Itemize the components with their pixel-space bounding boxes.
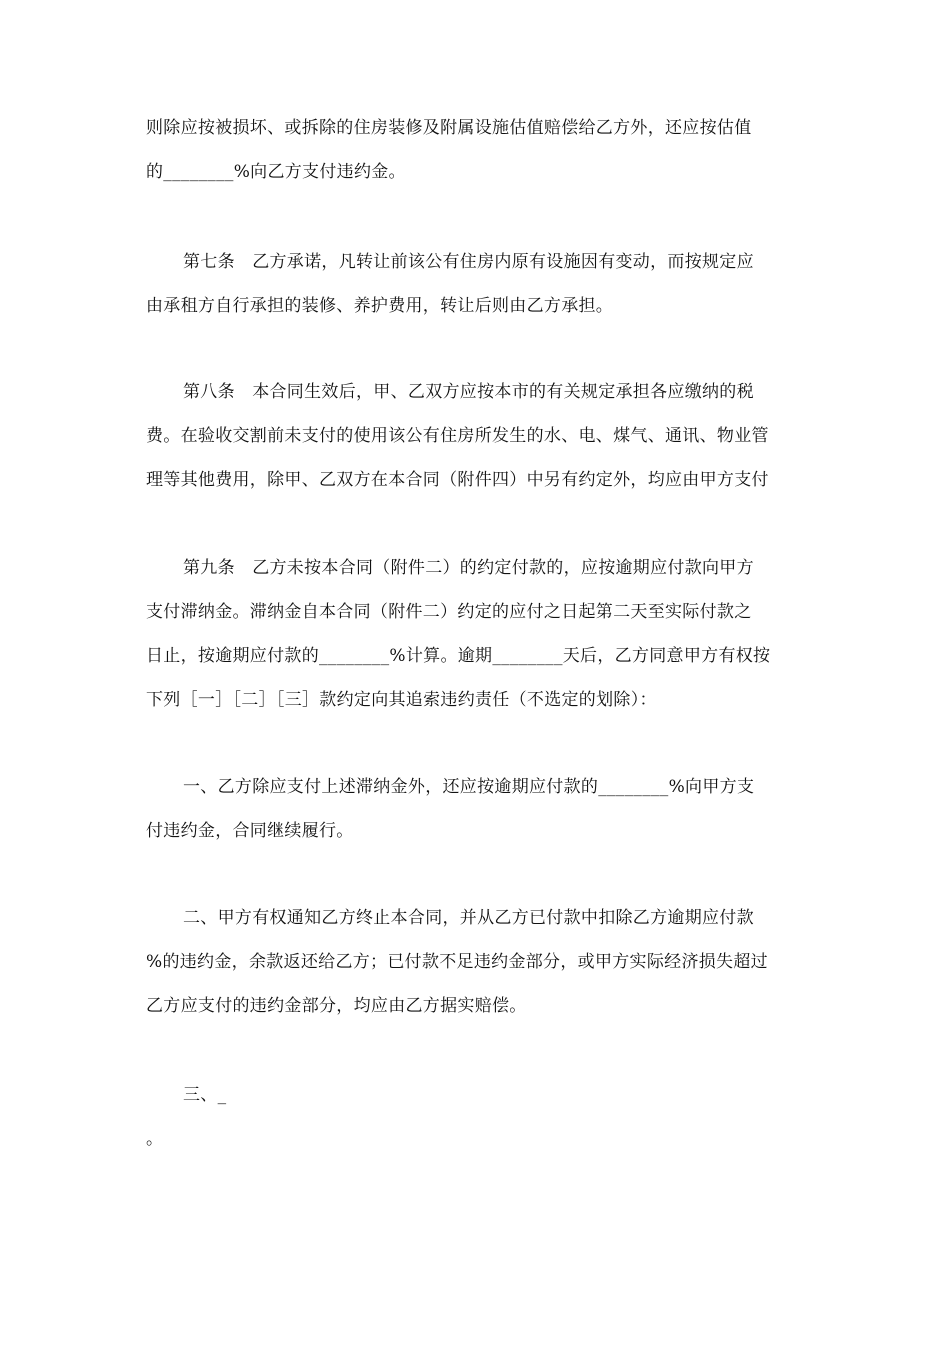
text-line: 理等其他费用，除甲、乙双方在本合同（附件四）中另有约定外，均应由甲方支付: [146, 470, 769, 490]
clause-1-line: 一、乙方除应支付上述滞纳金外，还应按逾期应付款的________%向甲方支: [183, 777, 755, 797]
text-line: 则除应按被损坏、或拆除的住房装修及附属设施估值赔偿给乙方外，还应按估值: [146, 118, 752, 138]
text-line: 乙方应支付的违约金部分，均应由乙方据实赔偿。: [146, 996, 527, 1016]
text-line: 的________%向乙方支付违约金。: [146, 162, 406, 182]
text-line: 付违约金，合同继续履行。: [146, 821, 354, 841]
text-line: 费。在验收交割前未支付的使用该公有住房所发生的水、电、煤气、通讯、物业管: [146, 426, 769, 446]
text-line: 下列［一］［二］［三］款约定向其追索违约责任（不选定的划除）：: [146, 690, 657, 710]
article-7-heading-line: 第七条 乙方承诺，凡转让前该公有住房内原有设施因有变动，而按规定应: [183, 252, 754, 272]
clause-3-line: 三、_: [183, 1085, 227, 1105]
text-line: 日止，按逾期应付款的________%计算。逾期________天后，乙方同意甲方有权按: [146, 646, 771, 666]
article-9-heading-line: 第九条 乙方未按本合同（附件二）的约定付款的，应按逾期应付款向甲方: [183, 558, 754, 578]
text-line: 。: [146, 1129, 164, 1149]
text-line: %的违约金，余款返还给乙方；已付款不足违约金部分，或甲方实际经济损失超过: [146, 952, 768, 972]
text-line: 由承租方自行承担的装修、养护费用，转让后则由乙方承担。: [146, 296, 614, 316]
text-line: 支付滞纳金。滞纳金自本合同（附件二）约定的应付之日起第二天至实际付款之: [146, 602, 752, 622]
clause-2-line: 二、甲方有权通知乙方终止本合同，并从乙方已付款中扣除乙方逾期应付款: [183, 908, 754, 928]
article-8-heading-line: 第八条 本合同生效后，甲、乙双方应按本市的有关规定承担各应缴纳的税: [183, 382, 754, 402]
